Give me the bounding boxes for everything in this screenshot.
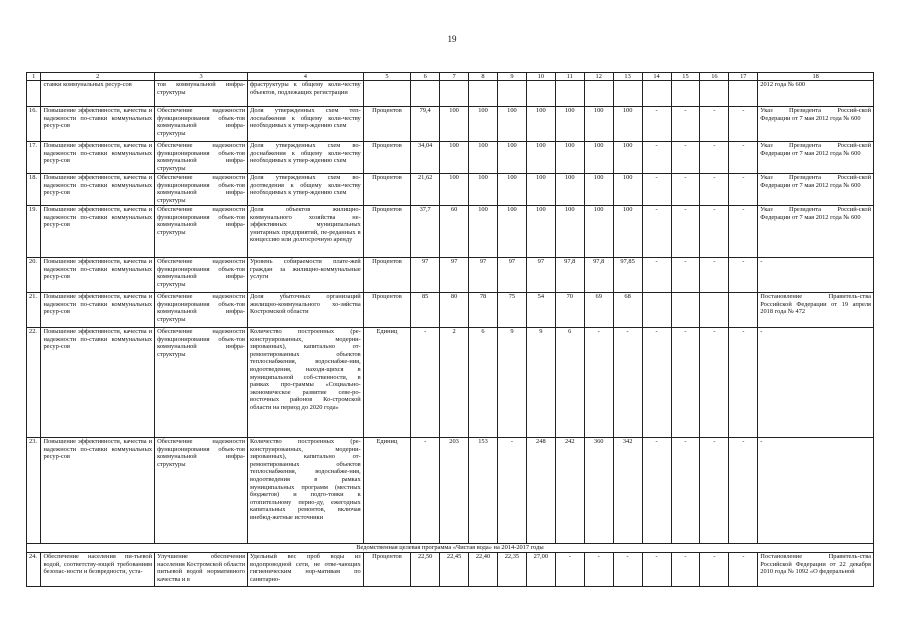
table-cell: 360 — [584, 438, 613, 544]
table-cell: 54 — [526, 293, 555, 328]
table-cell — [27, 81, 41, 107]
table-cell: 100 — [469, 142, 498, 174]
table-cell: - — [642, 142, 671, 174]
table-cell: 85 — [411, 293, 440, 328]
table-row — [27, 553, 874, 587]
table-cell: Количество построенных (ре-конструированных, модерни-зированных), капитально от-ремонтированных объектов теплоснабжения, водоснабже-ния, водоотведения, находя-щихся в муниципальной соб-ственности, в рамках про-граммы «Социально-экономическое развитие севе-ро-восточных районов Ко-стромской области на период до 2020 года» — [248, 328, 364, 438]
table-cell: 97,8 — [555, 258, 584, 293]
table-cell: - — [729, 142, 758, 174]
table-cell: Обеспечение надежности функционирования объек-тов коммунальной инфра-структуры — [155, 107, 248, 142]
table-cell: Обеспечение надежности функционирования объек-тов коммунальной инфра-структуры — [155, 142, 248, 174]
table-cell: Указ Президента Россий-ской Федерации от 7 мая 2012 года № 600 — [758, 107, 874, 142]
table-cell: 97 — [469, 258, 498, 293]
table-cell: - — [555, 553, 584, 587]
table-cell: Доля убыточных организаций жилищно-коммунального хо-зяйства Костромской области — [248, 293, 364, 328]
table-cell: - — [642, 174, 671, 206]
table-cell: 248 — [526, 438, 555, 544]
header-cell: 12 — [584, 73, 613, 81]
header-cell: 1 — [27, 73, 41, 81]
table-cell: Количество построенных (ре-конструированных, модерни-зированных), капитально от-ремонтированных объектов теплоснабжения, водоснабже-ния, водоотведения в рамках муниципальных программ (местных бюджетов) и подго-товки к отопительному перио-ду, ежегодных капитальных ремонтов, включая внебюд-жетные источники — [248, 438, 364, 544]
table-cell: Процентов — [363, 142, 411, 174]
table-row — [27, 293, 874, 328]
table-cell: 100 — [584, 206, 613, 258]
table-cell: - — [671, 328, 700, 438]
table-cell: ставки коммунальных ресур-сов — [41, 81, 155, 107]
table-cell: Постановление Правитель-ства Российской Федерации от 19 апреля 2018 года № 472 — [758, 293, 874, 328]
table-cell: 6 — [469, 328, 498, 438]
table-cell: - — [700, 174, 729, 206]
table-cell: Обеспечение надежности функционирования объек-тов коммунальной инфра-структуры — [155, 293, 248, 328]
table-cell: 21. — [27, 293, 41, 328]
table-cell: - — [729, 328, 758, 438]
table-cell: 100 — [497, 206, 526, 258]
table-cell: 100 — [469, 174, 498, 206]
table-cell: 100 — [526, 142, 555, 174]
table-cell: - — [642, 328, 671, 438]
table-row — [27, 142, 874, 174]
table-cell: Доля утвержденных схем во-доснабжения к общему коли-честву необходимых к утвер-ждению схем — [248, 142, 364, 174]
table-cell: 342 — [613, 438, 642, 544]
table-cell: 18. — [27, 174, 41, 206]
table-cell: Повышение эффективности, качества и надежности по-ставки коммунальных ресур-сов — [41, 438, 155, 544]
table-cell: Повышение эффективности, качества и надежности по-ставки коммунальных ресур-сов — [41, 174, 155, 206]
table-cell — [411, 81, 440, 107]
table-cell: 21,62 — [411, 174, 440, 206]
table-cell: 78 — [469, 293, 498, 328]
table-cell: 6 — [555, 328, 584, 438]
table-cell: 75 — [497, 293, 526, 328]
table-cell — [700, 293, 729, 328]
table-cell: 22,45 — [440, 553, 469, 587]
table-cell: - — [671, 258, 700, 293]
table-cell: Повышение эффективности, качества и надежности по-ставки коммунальных ресур-сов — [41, 293, 155, 328]
table-cell: - — [700, 553, 729, 587]
table-cell: 22,35 — [497, 553, 526, 587]
header-cell: 4 — [248, 73, 364, 81]
table-cell: 27,00 — [526, 553, 555, 587]
table-cell: Обеспечение надежности функционирования объек-тов коммунальной инфра-структуры — [155, 328, 248, 438]
table-cell: 100 — [526, 174, 555, 206]
table-cell: 68 — [613, 293, 642, 328]
table-cell: Обеспечение надежности функционирования объек-тов коммунальной инфра-структуры — [155, 206, 248, 258]
table-cell: 100 — [555, 107, 584, 142]
table-cell: Повышение эффективности, качества и надежности по-ставки коммунальных ресур-сов — [41, 107, 155, 142]
table-cell: 22,40 — [469, 553, 498, 587]
table-cell: 100 — [613, 174, 642, 206]
header-cell: 8 — [469, 73, 498, 81]
table-cell: 69 — [584, 293, 613, 328]
table-cell: Повышение эффективности, качества и надежности по-ставки коммунальных ресур-сов — [41, 328, 155, 438]
table-cell — [526, 81, 555, 107]
section-row — [27, 544, 874, 553]
table-cell — [671, 81, 700, 107]
table-cell: 100 — [613, 206, 642, 258]
table-cell: - — [700, 206, 729, 258]
table-cell: Процентов — [363, 293, 411, 328]
table-cell: фраструктуры к общему коли-честву объектов, подлежащих регистрации — [248, 81, 364, 107]
table-cell: 37,7 — [411, 206, 440, 258]
table-cell: - — [671, 142, 700, 174]
table-cell: 100 — [469, 107, 498, 142]
table-cell — [671, 293, 700, 328]
table-cell: 100 — [584, 107, 613, 142]
table-cell: 100 — [555, 174, 584, 206]
table-cell: Доля утвержденных схем во-доотведения к общему коли-честву необходимых к утвер-ждению схем — [248, 174, 364, 206]
table-cell — [363, 81, 411, 107]
table-cell: - — [729, 174, 758, 206]
table-cell: Улучшение обеспечения населения Костромской области питьевой водой нормативного качества и в — [155, 553, 248, 587]
table-cell: 19. — [27, 206, 41, 258]
table-cell: 2 — [440, 328, 469, 438]
header-cell: 5 — [363, 73, 411, 81]
table-cell: Указ Президента Россий-ской Федерации от 7 мая 2012 года № 600 — [758, 206, 874, 258]
table-cell: Процентов — [363, 206, 411, 258]
table-cell: 97 — [497, 258, 526, 293]
table-cell: 242 — [555, 438, 584, 544]
table-cell: Указ Президента Россий-ской Федерации от 7 мая 2012 года № 600 — [758, 174, 874, 206]
table-cell: 100 — [584, 142, 613, 174]
table-cell: - — [411, 328, 440, 438]
header-cell: 6 — [411, 73, 440, 81]
table-cell: Обеспечение населения пи-тьевой водой, соответству-ющей требованиям безопас-ности и безвредности, уста- — [41, 553, 155, 587]
table-cell: 100 — [497, 174, 526, 206]
table-cell: - — [642, 206, 671, 258]
table-cell: - — [584, 553, 613, 587]
table-cell: - — [642, 438, 671, 544]
table-cell: - — [729, 206, 758, 258]
table-cell — [555, 81, 584, 107]
table-cell: - — [729, 107, 758, 142]
table-cell: 34,04 — [411, 142, 440, 174]
table-cell — [729, 293, 758, 328]
table-cell: 100 — [440, 142, 469, 174]
header-row — [27, 73, 874, 81]
header-cell: 2 — [41, 73, 155, 81]
table-cell: 100 — [526, 206, 555, 258]
table-cell: Доля объектов жилищно-коммунального хозяйства не-эффективных муниципальных унитарных предприятий, пе-реданных в концессию или долгосрочную аренду — [248, 206, 364, 258]
table-cell: 23. — [27, 438, 41, 544]
table-row — [27, 174, 874, 206]
table-cell: Постановление Правитель-ства Российской Федерации от 22 декабря 2010 года № 1092 «О федеральной — [758, 553, 874, 587]
table-cell: - — [700, 438, 729, 544]
indicators-table — [26, 72, 874, 587]
table-cell — [642, 293, 671, 328]
table-cell: 24. — [27, 553, 41, 587]
page-number: 19 — [447, 34, 457, 44]
header-cell: 14 — [642, 73, 671, 81]
table-cell: Повышение эффективности, качества и надежности по-ставки коммунальных ресур-сов — [41, 142, 155, 174]
table-cell: 16. — [27, 107, 41, 142]
table-row — [27, 81, 874, 107]
header-cell: 18 — [758, 73, 874, 81]
table-cell: 100 — [555, 142, 584, 174]
table-row — [27, 206, 874, 258]
table-cell: 60 — [440, 206, 469, 258]
table-cell: Процентов — [363, 107, 411, 142]
table-cell: - — [584, 328, 613, 438]
table-cell: 22,50 — [411, 553, 440, 587]
table-cell: 22. — [27, 328, 41, 438]
table-row — [27, 258, 874, 293]
table-cell: - — [642, 107, 671, 142]
table-cell: - — [671, 174, 700, 206]
table-cell: 153 — [469, 438, 498, 544]
table-cell: 100 — [526, 107, 555, 142]
table-cell: - — [729, 438, 758, 544]
table-cell: - — [758, 328, 874, 438]
header-cell: 13 — [613, 73, 642, 81]
table-cell: 203 — [440, 438, 469, 544]
table-cell: 97 — [411, 258, 440, 293]
table-cell: 97 — [526, 258, 555, 293]
section-title: Ведомственная целевая программа «Чистая вода» на 2014-2017 годы — [27, 544, 874, 553]
table-cell: Удельный вес проб воды из водопроводной сети, не отве-чающих гигиеническим нор-мативам по санитарно- — [248, 553, 364, 587]
table-cell: - — [758, 258, 874, 293]
header-cell: 3 — [155, 73, 248, 81]
table-cell: Доля утвержденных схем теп-лоснабжения к общему коли-честву необходимых к утвер-ждению схем — [248, 107, 364, 142]
table-cell: 79,4 — [411, 107, 440, 142]
header-cell: 16 — [700, 73, 729, 81]
header-cell: 17 — [729, 73, 758, 81]
table-cell: - — [729, 258, 758, 293]
table-cell — [642, 81, 671, 107]
table-cell: - — [700, 107, 729, 142]
table-cell — [729, 81, 758, 107]
table-cell: 100 — [469, 206, 498, 258]
table-cell: 100 — [497, 142, 526, 174]
table-cell: 100 — [584, 174, 613, 206]
table-cell: - — [642, 553, 671, 587]
table-cell: 9 — [497, 328, 526, 438]
table-cell — [700, 81, 729, 107]
table-cell: 100 — [613, 107, 642, 142]
table-cell: Повышение эффективности, качества и надежности по-ставки коммунальных ресур-сов — [41, 206, 155, 258]
table-cell: - — [671, 438, 700, 544]
table-cell: Единиц — [363, 328, 411, 438]
header-cell: 11 — [555, 73, 584, 81]
table-cell: 97,8 — [584, 258, 613, 293]
table-cell — [440, 81, 469, 107]
table-cell: 2012 года № 600 — [758, 81, 874, 107]
table-cell: - — [613, 328, 642, 438]
table-cell: Обеспечение надежности функционирования объек-тов коммунальной инфра-структуры — [155, 438, 248, 544]
table-cell: - — [613, 553, 642, 587]
table-cell: Процентов — [363, 258, 411, 293]
table-cell: - — [671, 206, 700, 258]
header-cell: 9 — [497, 73, 526, 81]
table-cell: 97 — [440, 258, 469, 293]
table-cell: Указ Президента Россий-ской Федерации от 7 мая 2012 года № 600 — [758, 142, 874, 174]
header-cell: 10 — [526, 73, 555, 81]
table-cell: 100 — [555, 206, 584, 258]
table-cell: - — [700, 328, 729, 438]
table-cell: - — [671, 553, 700, 587]
table-cell: - — [700, 258, 729, 293]
header-cell: 15 — [671, 73, 700, 81]
table-row — [27, 328, 874, 438]
table-cell: 97,85 — [613, 258, 642, 293]
table-cell: 80 — [440, 293, 469, 328]
header-cell: 7 — [440, 73, 469, 81]
table-cell: Процентов — [363, 174, 411, 206]
table-cell: - — [671, 107, 700, 142]
table-cell — [613, 81, 642, 107]
table-cell: - — [700, 142, 729, 174]
table-cell: 20. — [27, 258, 41, 293]
table-cell — [584, 81, 613, 107]
table-cell: 100 — [613, 142, 642, 174]
table-cell: 100 — [440, 174, 469, 206]
table-cell: 70 — [555, 293, 584, 328]
table-cell — [497, 81, 526, 107]
table-cell: Уровень собираемости плате-жей граждан за жилищно-коммунальные услуги — [248, 258, 364, 293]
table-cell: Процентов — [363, 553, 411, 587]
table-cell: Обеспечение надежности функционирования объек-тов коммунальной инфра-структуры — [155, 174, 248, 206]
table-cell: - — [729, 553, 758, 587]
table-cell: Повышение эффективности, качества и надежности по-ставки коммунальных ресур-сов — [41, 258, 155, 293]
table-cell: - — [411, 438, 440, 544]
table-cell: Обеспечение надежности функционирования объек-тов коммунальной инфра-структуры — [155, 258, 248, 293]
table-cell: - — [758, 438, 874, 544]
table-cell: тов коммунальной инфра-структуры — [155, 81, 248, 107]
table-cell: 100 — [440, 107, 469, 142]
table-cell: - — [642, 258, 671, 293]
table-cell: 100 — [497, 107, 526, 142]
table-row — [27, 107, 874, 142]
table-row — [27, 438, 874, 544]
table-cell: 17. — [27, 142, 41, 174]
table-cell: - — [497, 438, 526, 544]
table-cell: 9 — [526, 328, 555, 438]
table-cell — [469, 81, 498, 107]
table-cell: Единиц — [363, 438, 411, 544]
